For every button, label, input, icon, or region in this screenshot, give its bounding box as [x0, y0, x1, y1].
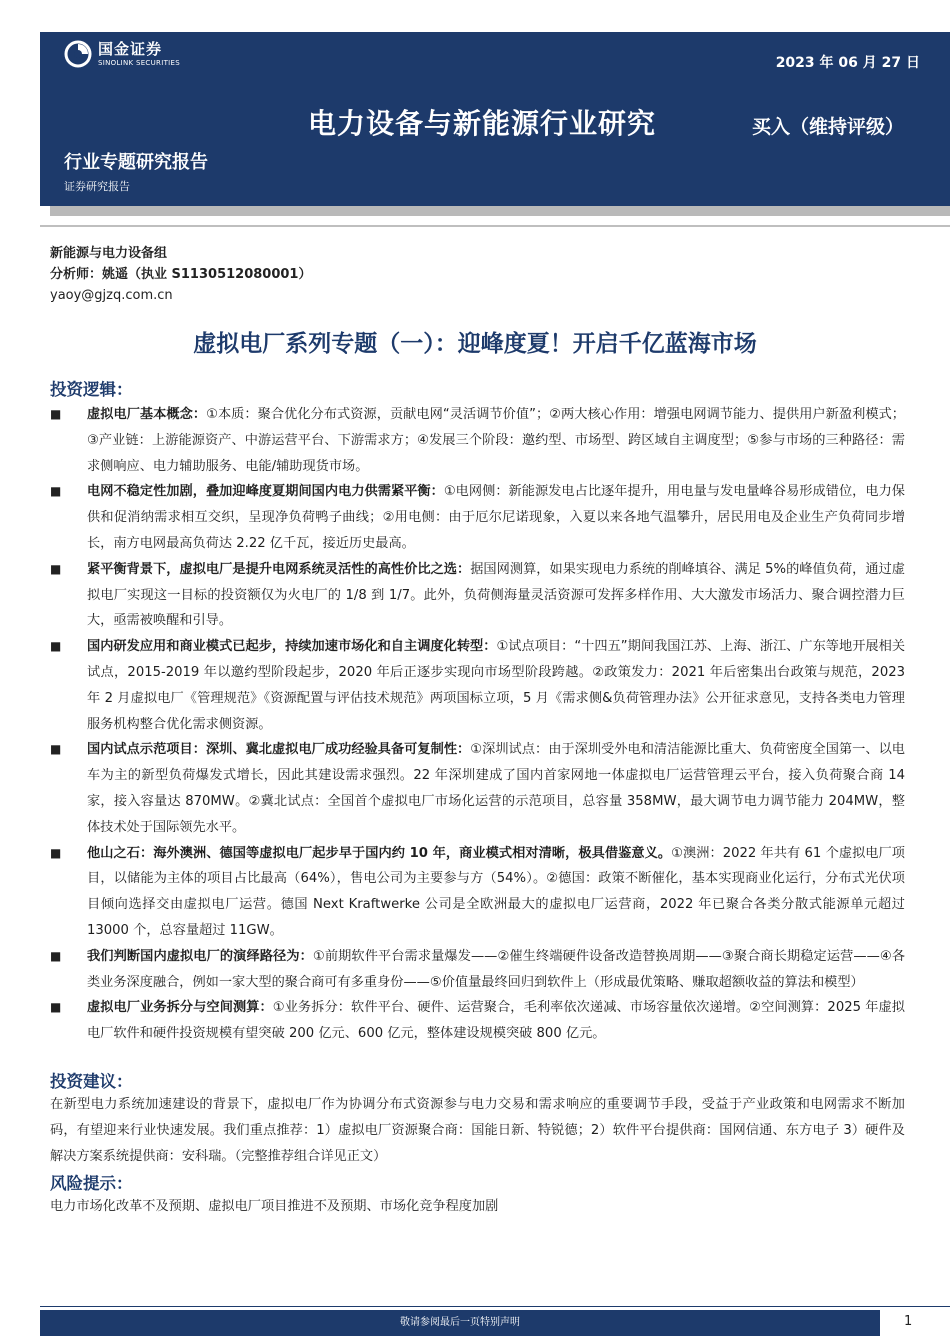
logo-english-name: SINOLINK SECURITIES [98, 58, 180, 67]
investment-logic-heading: 投资逻辑： [50, 380, 133, 399]
bullet-square-icon: ■ [50, 561, 62, 576]
industry-title: 电力设备与新能源行业研究 [308, 107, 657, 140]
investment-advice-heading: 投资建议： [50, 1072, 133, 1091]
logo-emblem-icon [64, 40, 92, 68]
investment-logic-list [50, 402, 905, 1047]
rating-label: 买入（维持评级） [752, 116, 905, 138]
report-category: 证券研究报告 [64, 180, 130, 193]
list-item: ■ 国内试点示范项目：深圳、冀北虚拟电厂成功经验具备可复制性：①深圳试点：由于深圳受外电和清洁能源比重大、负荷密度全国第一、以电车为主的新型负荷爆发式增长，因此其建设需求强烈。22 年深圳建成了国内首家网地一体虚拟电厂运营管理云平台，接入负荷聚合商 14 家，接入容量达 870MW。②冀北试点：全国首个虚拟电厂市场化运营的示范项目，总容量 358MW，最大调节电力调节能力 204MW，整体技术处于国际领先水平。 [50, 737, 905, 840]
list-item: ■ 他山之石：海外澳洲、德国等虚拟电厂起步早于国内约 10 年，商业模式相对清晰，极具借鉴意义。①澳洲：2022 年共有 61 个虚拟电厂项目，以储能为主体的项目占比最高（64%），售电公司为主要参与方（54%）。②德国：政策不断催化，基本实现商业化运行，分布式光伏项目倾向选择交由虚拟电厂运营。德国 Next Kraftwerke 公司是全欧洲最大的虚拟电厂运营商，2022 年已聚合各类分散式能源单元超过 13000 个，总容量超过 11GW。 [50, 841, 905, 944]
bullet-square-icon: ■ [50, 639, 62, 654]
logo-chinese-name: 国金证券 [98, 39, 163, 58]
report-type: 行业专题研究报告 [64, 152, 208, 173]
analyst-email: yaoy@gjzq.com.cn [50, 288, 173, 303]
bullet-square-icon: ■ [50, 484, 62, 499]
analyst-info [50, 243, 311, 306]
bullet-square-icon: ■ [50, 407, 62, 421]
list-item: ■ 虚拟电厂业务拆分与空间测算：①业务拆分：软件平台、硬件、运营聚合，毛利率依次递减、市场容量依次递增。②空间测算：2025 年虚拟电厂软件和硬件投资规模有望突破 200 亿元、600 亿元，整体建设规模突破 800 亿元。 [50, 995, 905, 1047]
risk-heading: 风险提示： [50, 1174, 133, 1193]
list-item: ■ 我们判断国内虚拟电厂的演绎路径为：①前期软件平台需求量爆发——②催生终端硬件设备改造替换周期——③聚合商长期稳定运营——④各类业务深度融合，例如一家大型的聚合商可有多重身份——⑤价值量最终回归到软件上（形成最优策略、赚取超额收益的算法和模型） [50, 944, 905, 996]
risk-text: 电力市场化改革不及预期、虚拟电厂项目推进不及预期、市场化竞争程度加剧 [50, 1199, 499, 1214]
investment-advice-text: 在新型电力系统加速建设的背景下，虚拟电厂作为协调分布式资源参与电力交易和需求响应的重要调节手段，受益于产业政策和电网需求不断加码，有望迎来行业快速发展。我们重点推荐：1）虚拟电厂资源聚合商：国能日新、特锐德；2）软件平台提供商：国网信通、东方电子 3）硬件及解决方案系统提供商：安科瑞。（完整推荐组合详见正文） [50, 1097, 905, 1164]
list-item: ■ 紧平衡背景下，虚拟电厂是提升电网系统灵活性的高性价比之选：据国网测算，如果实现电力系统的削峰填谷、满足 5%的峰值负荷，通过虚拟电厂实现这一目标的投资额仅为火电厂的 1/8 到 1/7。此外，负荷侧海量灵活资源可发挥多样作用、大大激发市场活力、聚合调控潜力巨大，亟需被唤醒和引导。 [50, 557, 905, 634]
bullet-square-icon: ■ [50, 845, 62, 860]
footer-disclaimer: 敬请参阅最后一页特别声明 [40, 1310, 880, 1336]
bullet-square-icon: ■ [50, 1000, 62, 1015]
bullet-square-icon: ■ [50, 742, 62, 757]
list-item: ■ 国内研发应用和商业模式已起步，持续加速市场化和自主调度化转型：①试点项目：“十四五”期间我国江苏、上海、浙江、广东等地开展相关试点，2015-2019 年以邀约型阶段起步，2020 年后正逐步实现向市场型阶段跨越。②政策发力：2021 年后密集出台政策与规范，2023 年 2 月虚拟电厂《管理规范》《资源配置与评估技术规范》两项国标立项，5 月《需求侧&负荷管理办法》公开征求意见，支持各类电力管理服务机构整合优化需求侧资源。 [50, 634, 905, 737]
list-item: ■ 电网不稳定性加剧，叠加迎峰度夏期间国内电力供需紧平衡：①电网侧：新能源发电占比逐年提升，用电量与发电量峰谷易形成错位，电力保供和促消纳需求相互交织，呈现净负荷鸭子曲线；②用电侧：由于厄尔尼诺现象，入夏以来各地气温攀升，居民用电及企业生产负荷同步增长，南方电网最高负荷达 2.22 亿千瓦，接近历史最高。 [50, 479, 905, 556]
page-number: 1 [904, 1314, 913, 1329]
analyst-name: 分析师：姚遥（执业 S1130512080001） [50, 267, 312, 282]
footer-divider [40, 1306, 950, 1307]
report-title: 虚拟电厂系列专题（一）：迎峰度夏！开启千亿蓝海市场 [193, 331, 757, 357]
company-logo [64, 40, 180, 68]
bullet-square-icon: ■ [50, 948, 62, 963]
research-group: 新能源与电力设备组 [50, 246, 168, 261]
header-divider [40, 225, 950, 227]
report-date: 2023 年 06 月 27 日 [775, 55, 920, 71]
list-item: ■ 虚拟电厂基本概念：①本质：聚合优化分布式资源，贡献电网“灵活调节价值”；②两大核心作用：增强电网调节能力、提供用户新盈利模式；③产业链：上游能源资产、中游运营平台、下游需求方；④发展三个阶段：邀约型、市场型、跨区域自主调度型；⑤参与市场的三种路径：需求侧响应、电力辅助服务、电能/辅助现货市场。 [50, 402, 905, 479]
